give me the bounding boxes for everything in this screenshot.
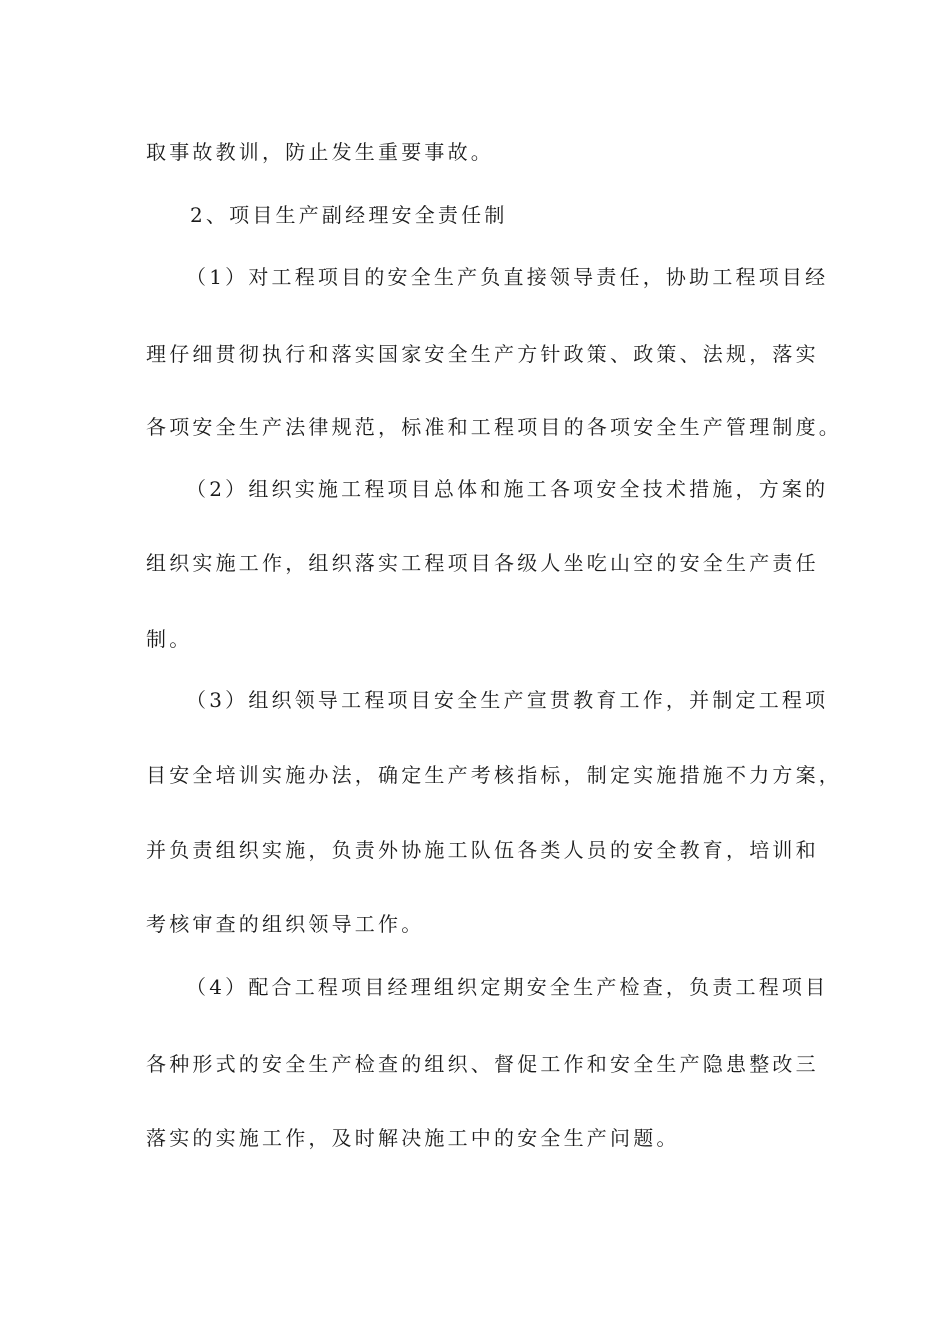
body-text-line: 各种形式的安全生产检查的组织、督促工作和安全生产隐患整改三	[146, 1052, 819, 1076]
body-text-line: 理仔细贯彻执行和落实国家安全生产方针政策、政策、法规，落实	[146, 342, 819, 366]
body-text-line: 各项安全生产法律规范，标准和工程项目的各项安全生产管理制度。	[146, 415, 842, 439]
body-text-line: （1）对工程项目的安全生产负直接领导责任，协助工程项目经	[186, 265, 829, 289]
body-text-line: 组织实施工作，组织落实工程项目各级人坐吃山空的安全生产责任	[146, 551, 819, 575]
body-text-line: （4）配合工程项目经理组织定期安全生产检查，负责工程项目	[186, 975, 829, 999]
body-text-line: （3）组织领导工程项目安全生产宣贯教育工作，并制定工程项	[186, 688, 829, 712]
body-text-line: 制。	[146, 627, 193, 651]
body-text-line: 落实的实施工作，及时解决施工中的安全生产问题。	[146, 1126, 680, 1150]
body-text-line: 考核审查的组织领导工作。	[146, 912, 425, 936]
section-heading: 2、项目生产副经理安全责任制	[190, 203, 508, 227]
body-text-line: （2）组织实施工程项目总体和施工各项安全技术措施，方案的	[186, 477, 829, 501]
body-text-line: 并负责组织实施，负责外协施工队伍各类人员的安全教育，培训和	[146, 838, 819, 862]
body-text-line: 取事故教训，防止发生重要事故。	[146, 140, 494, 164]
body-text-line: 目安全培训实施办法，确定生产考核指标，制定实施措施不力方案，	[146, 763, 842, 787]
